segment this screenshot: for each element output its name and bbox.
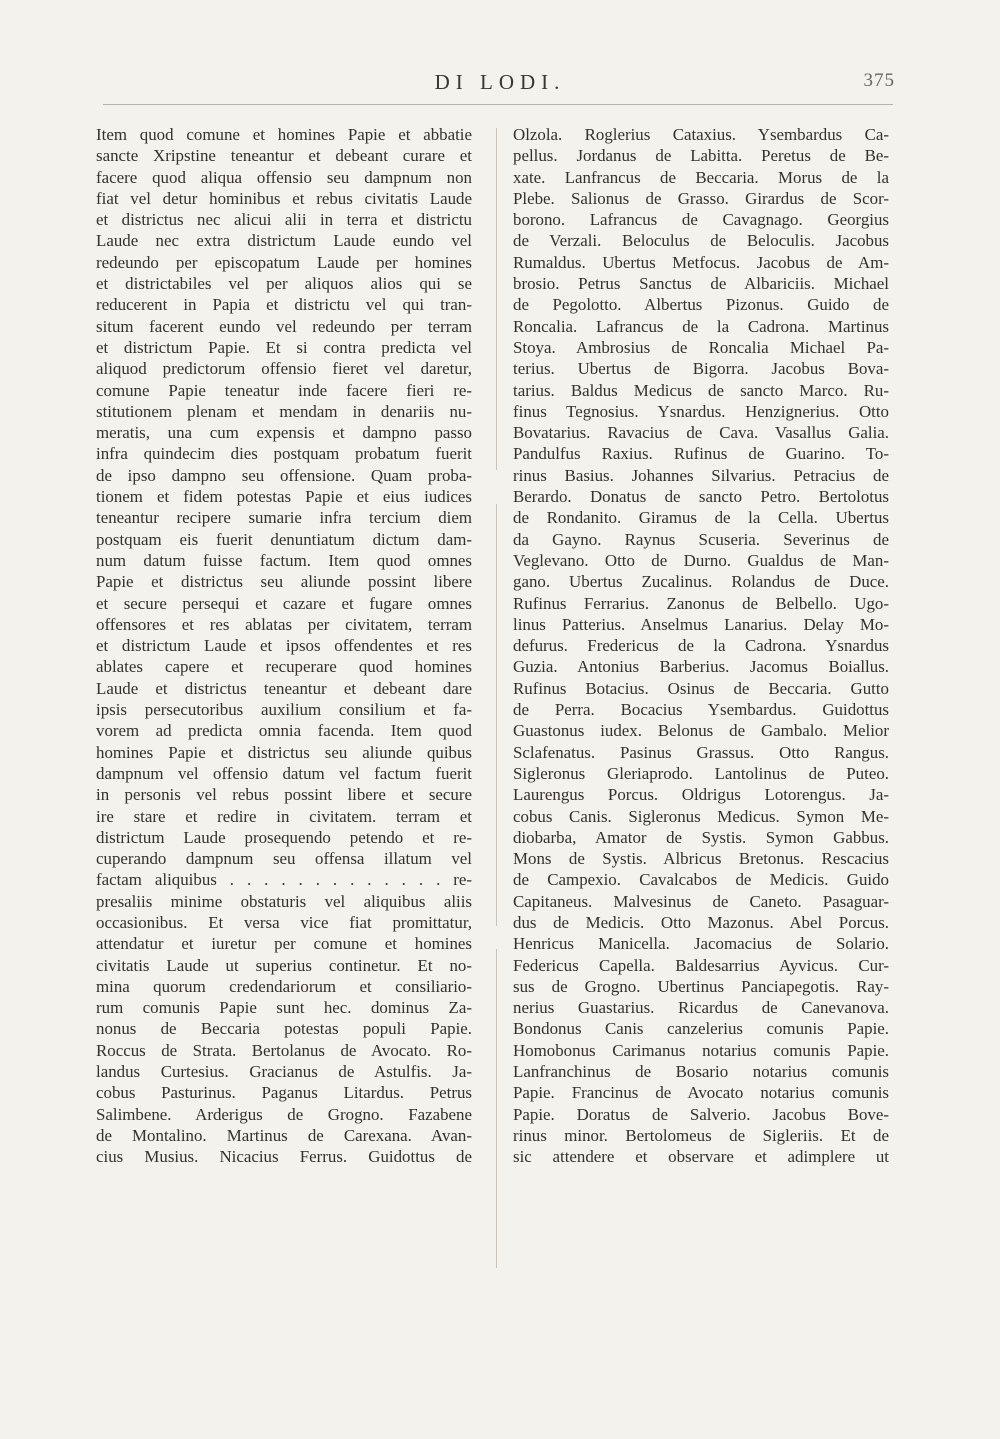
text-line: offensores et res ablatas per civitatem, terram xyxy=(96,614,472,634)
header-rule xyxy=(103,104,893,105)
text-line: Item quod comune et homines Papie et abbatie xyxy=(96,125,472,144)
text-line: et districtabiles vel per aliquos alios qui se xyxy=(96,274,472,294)
text-line: facere quod aliqua offensio seu dampnum non xyxy=(96,167,472,187)
text-line: finus Tegnosius. Ysnardus. Henzignerius. Otto xyxy=(513,401,889,421)
text-line: xate. Lanfrancus de Beccaria. Morus de la xyxy=(513,167,889,187)
text-line: Guzia. Antonius Barberius. Jacomus Boiallus. xyxy=(513,657,889,677)
text-line: teneantur recipere sumarie infra tercium diem xyxy=(96,508,472,528)
text-line: meratis, una cum expensis et dampno passo xyxy=(96,423,472,443)
text-line: de Pegolotto. Albertus Pizonus. Guido de xyxy=(513,295,889,315)
text-line: infra quindecim dies postquam probatum fuerit xyxy=(96,444,472,464)
text-line: Mons de Systis. Albricus Bretonus. Rescacius xyxy=(513,849,889,869)
text-line: ire stare et redire in civitatem. terram et xyxy=(96,806,472,826)
text-line: Laude nec extra districtum Laude eundo vel xyxy=(96,231,472,251)
text-line: in personis vel rebus possint libere et secure xyxy=(96,785,472,805)
text-line: diobarba, Amator de Systis. Symon Gabbus. xyxy=(513,827,889,847)
text-line: reducerent in Papia et districtu vel qui tran- xyxy=(96,295,472,315)
text-line: Capitaneus. Malvesinus de Caneto. Pasaguar- xyxy=(513,891,889,911)
text-line: homines Papie et districtus seu aliunde quibus xyxy=(96,742,472,762)
text-line: Papie. Francinus de Avocato notarius comunis xyxy=(513,1083,889,1103)
text-line: Bovatarius. Ravacius de Cava. Vasallus Galia. xyxy=(513,423,889,443)
column-divider xyxy=(496,128,497,1268)
text-line: Roncalia. Lafrancus de la Cadrona. Martinus xyxy=(513,316,889,336)
text-line: cobus Pasturinus. Paganus Litardus. Petrus xyxy=(96,1083,472,1103)
text-line: dampnum vel offensio datum vel factum fuerit xyxy=(96,763,472,783)
running-head xyxy=(0,70,1000,96)
text-line: Bondonus Canis canzelerius comunis Papie. xyxy=(513,1019,889,1039)
text-line: et secure persequi et cazare et fugare omnes xyxy=(96,593,472,613)
text-line: terius. Ubertus de Bigorra. Jacobus Bova- xyxy=(513,359,889,379)
text-line: et districtus nec alicui alii in terra et districtu xyxy=(96,210,472,230)
page-number: 375 xyxy=(863,70,895,91)
text-line: civitatis Laude ut superius continetur. Et no- xyxy=(96,955,472,975)
text-line: factam aliquibus . . . . . . . . . . . . . re- xyxy=(96,870,472,890)
text-line: Pandulfus Raxius. Rufinus de Guarino. To- xyxy=(513,444,889,464)
text-line: cuperando dampnum seu offensa illatum vel xyxy=(96,849,472,869)
running-title: DI LODI. xyxy=(434,70,566,94)
text-line: et districtum Papie. Et si contra predicta vel xyxy=(96,337,472,357)
text-line: aliquod predictorum offensio fieret vel daretur, xyxy=(96,359,472,379)
text-line: cius Musius. Nicacius Ferrus. Guidottus de xyxy=(96,1147,472,1167)
text-line: stitutionem plenam et mendam in denariis nu- xyxy=(96,401,472,421)
text-line: presaliis minime obstaturis vel aliquibus aliis xyxy=(96,891,472,911)
text-line: num datum fuisse factum. Item quod omnes xyxy=(96,550,472,570)
text-line: sic attendere et observare et adimplere ut xyxy=(513,1147,889,1167)
text-line: landus Curtesius. Gracianus de Astulfis. Ja- xyxy=(96,1062,472,1082)
text-line: attendatur et iuretur per comune et homines xyxy=(96,934,472,954)
text-line: Laude et districtus teneantur et debeant dare xyxy=(96,678,472,698)
text-line: Stoya. Ambrosius de Roncalia Michael Pa- xyxy=(513,337,889,357)
text-line: occasionibus. Et versa vice fiat promittatur, xyxy=(96,912,472,932)
text-line: Salimbene. Arderigus de Grogno. Fazabene xyxy=(96,1104,472,1124)
text-line: tionem et fidem potestas Papie et eius iudices xyxy=(96,487,472,507)
text-line: vorem ad predicta omnia facenda. Item quod xyxy=(96,721,472,741)
text-line: da Gayno. Raynus Scuseria. Severinus de xyxy=(513,529,889,549)
text-line: gano. Ubertus Zucalinus. Rolandus de Duce. xyxy=(513,572,889,592)
text-line: Rufinus Botacius. Osinus de Beccaria. Gutto xyxy=(513,678,889,698)
text-line: Henricus Manicella. Jacomacius de Solario. xyxy=(513,934,889,954)
text-line: pellus. Jordanus de Labitta. Peretus de Be- xyxy=(513,146,889,166)
text-line: Homobonus Carimanus notarius comunis Papie. xyxy=(513,1040,889,1060)
text-line: Rumaldus. Ubertus Metfocus. Jacobus de Am- xyxy=(513,252,889,272)
text-line: rinus minor. Bertolomeus de Sigleriis. Et de xyxy=(513,1125,889,1145)
text-line: situm facerent eundo vel redeundo per terram xyxy=(96,316,472,336)
text-line: ipsis persecutoribus auxilium consilium et fa- xyxy=(96,700,472,720)
text-line: defurus. Fredericus de la Cadrona. Ysnardus xyxy=(513,636,889,656)
text-line: ablates capere et recuperare quod homines xyxy=(96,657,472,677)
text-line: Guastonus iudex. Belonus de Gambalo. Melior xyxy=(513,721,889,741)
text-line: tarius. Baldus Medicus de sancto Marco. Ru- xyxy=(513,380,889,400)
text-line: mina quorum credendariorum et consiliario- xyxy=(96,976,472,996)
text-line: rum comunis Papie sunt hec. dominus Za- xyxy=(96,998,472,1018)
text-line: districtum Laude prosequendo petendo et re- xyxy=(96,827,472,847)
text-line: Federicus Capella. Baldesarrius Ayvicus. Cur- xyxy=(513,955,889,975)
text-line: nonus de Beccaria potestas populi Papie. xyxy=(96,1019,472,1039)
right-text-column xyxy=(513,124,889,1168)
text-line: sus de Grogno. Ubertinus Panciapegotis. Ray- xyxy=(513,976,889,996)
text-line: Sigleronus Gleriaprodo. Lantolinus de Puteo. xyxy=(513,763,889,783)
text-line: et districtum Laude et ipsos offendentes et res xyxy=(96,636,472,656)
text-line: de Perra. Bocacius Ysembardus. Guidottus xyxy=(513,700,889,720)
text-line: Veglevano. Otto de Durno. Gualdus de Man- xyxy=(513,550,889,570)
text-line: de Verzali. Beloculus de Beloculis. Jacobus xyxy=(513,231,889,251)
text-line: comune Papie teneatur inde facere fieri re- xyxy=(96,380,472,400)
text-line: Papie. Doratus de Salverio. Jacobus Bove- xyxy=(513,1104,889,1124)
text-line: de Montalino. Martinus de Carexana. Avan- xyxy=(96,1125,472,1145)
text-line: Roccus de Strata. Bertolanus de Avocato. Ro- xyxy=(96,1040,472,1060)
text-line: linus Patterius. Anselmus Lanarius. Delay Mo- xyxy=(513,614,889,634)
text-line: Papie et districtus seu aliunde possint libere xyxy=(96,572,472,592)
text-line: Berardo. Donatus de sancto Petro. Bertolotus xyxy=(513,487,889,507)
text-line: sancte Xripstine teneantur et debeant curare et xyxy=(96,146,472,166)
text-line: Rufinus Ferrarius. Zanonus de Belbello. Ugo- xyxy=(513,593,889,613)
text-line: brosio. Petrus Sanctus de Albariciis. Michael xyxy=(513,274,889,294)
text-line: Sclafenatus. Pasinus Grassus. Otto Rangus. xyxy=(513,742,889,762)
text-line: nerius Guastarius. Ricardus de Canevanova. xyxy=(513,998,889,1018)
text-line: rinus Basius. Johannes Silvarius. Petracius de xyxy=(513,465,889,485)
left-text-column xyxy=(96,124,472,1168)
text-line: de ipso dampno seu offensione. Quam proba- xyxy=(96,465,472,485)
text-line: Plebe. Salionus de Grasso. Girardus de Scor- xyxy=(513,188,889,208)
text-line: de Campexio. Cavalcabos de Medicis. Guido xyxy=(513,870,889,890)
text-line: Laurengus Porcus. Oldrigus Lotorengus. Ja- xyxy=(513,785,889,805)
text-line: de Rondanito. Giramus de la Cella. Ubertus xyxy=(513,508,889,528)
text-line: Lanfranchinus de Bosario notarius comunis xyxy=(513,1062,889,1082)
text-line: cobus Canis. Sigleronus Medicus. Symon Me- xyxy=(513,806,889,826)
text-line: postquam eis fuerit denuntiatum dictum dam- xyxy=(96,529,472,549)
text-line: fiat vel detur hominibus et rebus civitatis Laude xyxy=(96,188,472,208)
text-line: redeundo per episcopatum Laude per homines xyxy=(96,252,472,272)
text-line: dus de Medicis. Otto Mazonus. Abel Porcus. xyxy=(513,912,889,932)
text-line: Olzola. Roglerius Cataxius. Ysembardus Ca- xyxy=(513,125,889,144)
text-line: borono. Lafrancus de Cavagnago. Georgius xyxy=(513,210,889,230)
